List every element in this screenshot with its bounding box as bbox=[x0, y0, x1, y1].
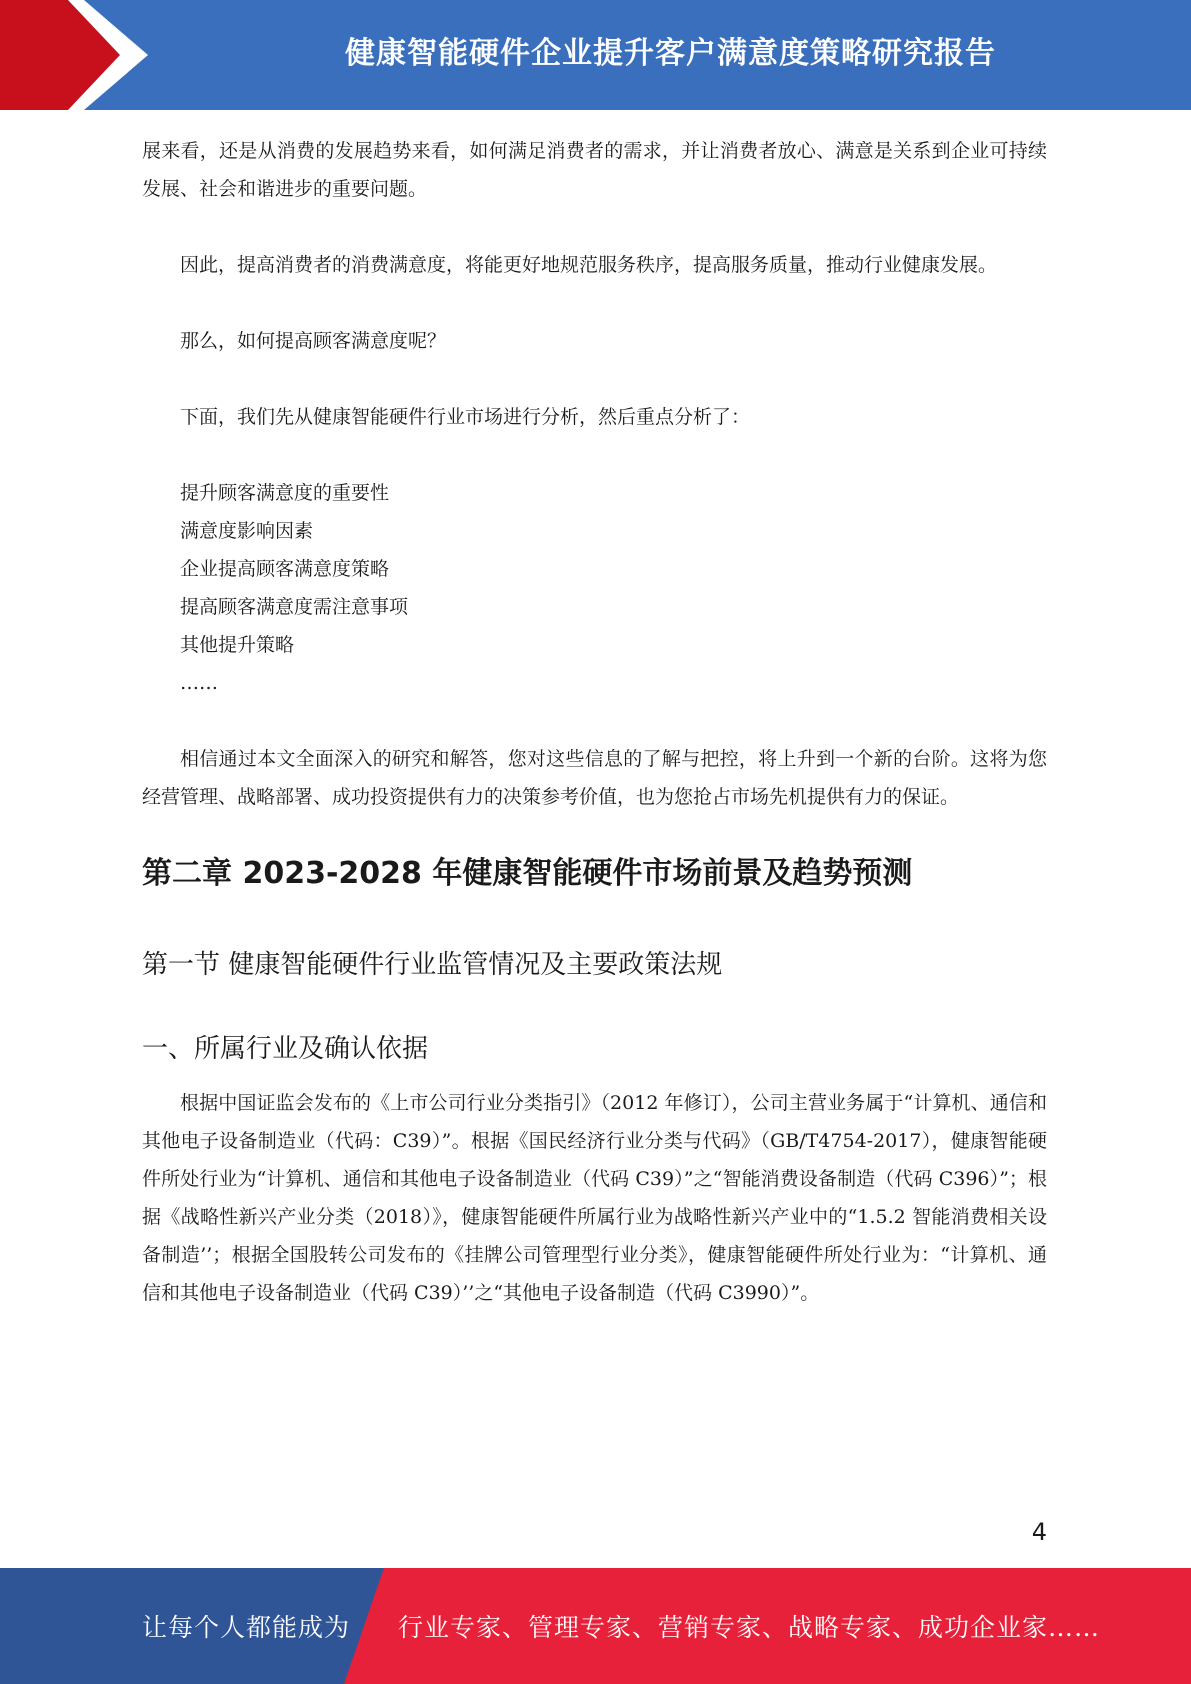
list-item: 满意度影响因素 bbox=[180, 520, 314, 542]
page-number: 4 bbox=[1031, 1518, 1047, 1546]
list-item: 企业提高顾客满意度策略 bbox=[180, 558, 390, 580]
paragraph: 相信通过本文全面深入的研究和解答，您对这些信息的了解与把控，将上升到一个新的台阶。这将为您经营管理、战略部署、成功投资提供有力的决策参考价值，也为您抢占市场先机提供有力的保证。 bbox=[142, 748, 1047, 808]
header-title: 健康智能硬件企业提升客户满意度策略研究报告 bbox=[345, 36, 996, 71]
paragraph: 那么，如何提高顾客满意度呢？ bbox=[180, 330, 447, 352]
paragraph: 根据中国证监会发布的《上市公司行业分类指引》（2012 年修订），公司主营业务属于“计算机、通信和其他电子设备制造业（代码：C39）”。根据《国民经济行业分类与代码》（GB/T4754-2017），健康智能硬件所处行业为“计算机、通信和其他电子设备制造业（代码 C39）”之“智能消费设备制造（代码 C396）”；根据《战略性新兴产业分类（2018）》，健康智能硬件所属行业为战略性新兴产业中的“1.5.2 智能消费相关设备制造’’；根据全国股转公司发布的《挂牌公司管理型行业分类》，健康智能硬件所处行业为：“计算机、通信和其他电子设备制造业（代码 C39）’’之“其他电子设备制造（代码 C3990）”。 bbox=[142, 1092, 1047, 1304]
page-header bbox=[0, 0, 1191, 110]
analysis-topic-list bbox=[142, 474, 1047, 702]
paragraph: 因此，提高消费者的消费满意度，将能更好地规范服务秩序，提高服务质量，推动行业健康发展。 bbox=[180, 254, 998, 276]
header-chevron-decoration bbox=[0, 0, 160, 110]
list-item: 提升顾客满意度的重要性 bbox=[180, 482, 390, 504]
footer-slogan-right: 行业专家、管理专家、营销专家、战略专家、成功企业家…… bbox=[398, 1613, 1101, 1642]
paragraph: 展来看，还是从消费的发展趋势来看，如何满足消费者的需求，并让消费者放心、满意是关系到企业可持续发展、社会和谐进步的重要问题。 bbox=[142, 140, 1047, 200]
page-footer bbox=[0, 1568, 1191, 1684]
paragraph: 下面，我们先从健康智能硬件行业市场进行分析，然后重点分析了： bbox=[180, 406, 751, 428]
document-body bbox=[142, 132, 1047, 1312]
list-item: 提高顾客满意度需注意事项 bbox=[180, 596, 409, 618]
footer-slogan-left: 让每个人都能成为 bbox=[142, 1613, 351, 1642]
list-item: 其他提升策略 bbox=[180, 634, 295, 656]
list-item: …… bbox=[180, 672, 218, 694]
chapter-title: 第二章 2023-2028 年健康智能硬件市场前景及趋势预测 bbox=[142, 856, 913, 891]
section-title: 第一节 健康智能硬件行业监管情况及主要政策法规 bbox=[142, 950, 723, 980]
subsection-title: 一、所属行业及确认依据 bbox=[142, 1034, 429, 1064]
